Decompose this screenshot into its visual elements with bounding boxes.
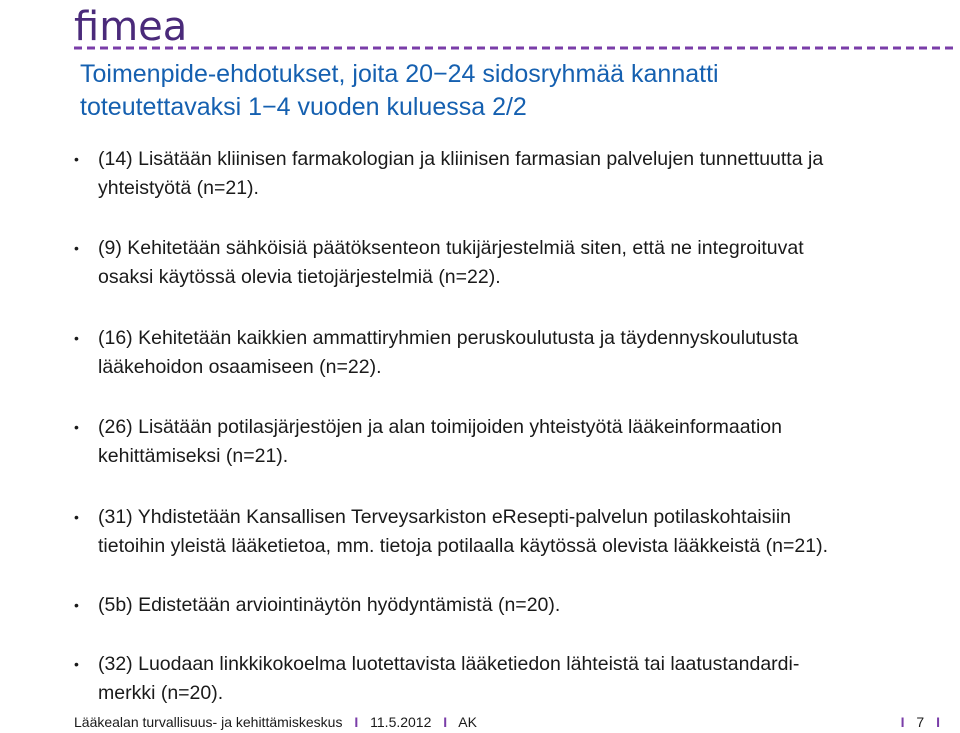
bullet-item	[74, 413, 954, 471]
bullet-text	[98, 413, 954, 471]
bullet-item	[74, 145, 954, 203]
bullet-dot: •	[74, 656, 79, 672]
footer-separator: I	[936, 714, 940, 730]
slide-title	[80, 58, 940, 124]
footer-author: AK	[458, 714, 477, 730]
bullet-text-line: tietoihin yleistä lääketietoa, mm. tietoja potilaalla käytössä olevista lääkkeistä (n=21).	[98, 535, 829, 557]
bullet-item	[74, 503, 954, 561]
bullet-text	[98, 650, 954, 708]
logo-dash-line	[74, 46, 954, 50]
bullet-dot: •	[74, 509, 79, 525]
bullet-text-line: (31) Yhdistetään Kansallisen Terveysarkiston eResepti-palvelun potilaskohtaisiin	[98, 506, 792, 528]
bullet-text-line: (26) Lisätään potilasjärjestöjen ja alan toimijoiden yhteistyötä lääkeinformaation	[98, 416, 782, 438]
bullet-text	[98, 591, 954, 620]
bullet-text-line: lääkehoidon osaamiseen (n=22).	[98, 356, 382, 378]
bullet-text	[98, 324, 954, 382]
bullet-dot: •	[74, 330, 79, 346]
footer-page	[893, 712, 948, 732]
bullet-item	[74, 591, 954, 620]
footer-date: 11.5.2012	[370, 714, 432, 730]
page-number: 7	[916, 714, 925, 730]
bullet-text	[98, 234, 954, 292]
bullet-text-line: (14) Lisätään kliinisen farmakologian ja kliinisen farmasian palvelujen tunnettuutta ja	[98, 148, 824, 170]
bullet-text-line: (16) Kehitetään kaikkien ammattiryhmien peruskoulutusta ja täydennyskoulutusta	[98, 327, 799, 349]
bullet-text-line: merkki (n=20).	[98, 682, 224, 704]
bullet-text-line: (9) Kehitetään sähköisiä päätöksenteon tukijärjestelmiä siten, että ne integroituvat	[98, 237, 804, 259]
bullet-text-line: kehittämiseksi (n=21).	[98, 445, 289, 467]
bullet-item	[74, 234, 954, 292]
bullet-dot: •	[74, 597, 79, 613]
footer-separator: I	[900, 714, 905, 730]
bullet-item	[74, 324, 954, 382]
bullet-text	[98, 503, 954, 561]
slide-footer	[74, 712, 954, 732]
slide-title-line-2: toteutettavaksi 1−4 vuoden kuluessa 2/2	[80, 93, 527, 121]
bullet-item	[74, 650, 954, 708]
bullet-dot: •	[74, 240, 79, 256]
bullet-dot: •	[74, 419, 79, 435]
bullet-dot: •	[74, 151, 79, 167]
bullet-text-line: yhteistyötä (n=21).	[98, 177, 259, 199]
bullet-text-line: (32) Luodaan linkkikokoelma luotettavista lääketiedon lähteistä tai laatustandardi-	[98, 653, 800, 675]
footer-separator: I	[354, 714, 359, 730]
footer-org: Lääkealan turvallisuus- ja kehittämiskeskus	[74, 714, 343, 730]
fimea-logo: fimea	[74, 4, 188, 50]
slide-title-line-1: Toimenpide-ehdotukset, joita 20−24 sidosryhmää kannatti	[80, 60, 719, 88]
bullet-text	[98, 145, 954, 203]
bullet-text-line: (5b) Edistetään arviointinäytön hyödyntämistä (n=20).	[98, 594, 561, 616]
bullet-text-line: osaksi käytössä olevia tietojärjestelmiä (n=22).	[98, 266, 501, 288]
footer-separator: I	[443, 714, 448, 730]
